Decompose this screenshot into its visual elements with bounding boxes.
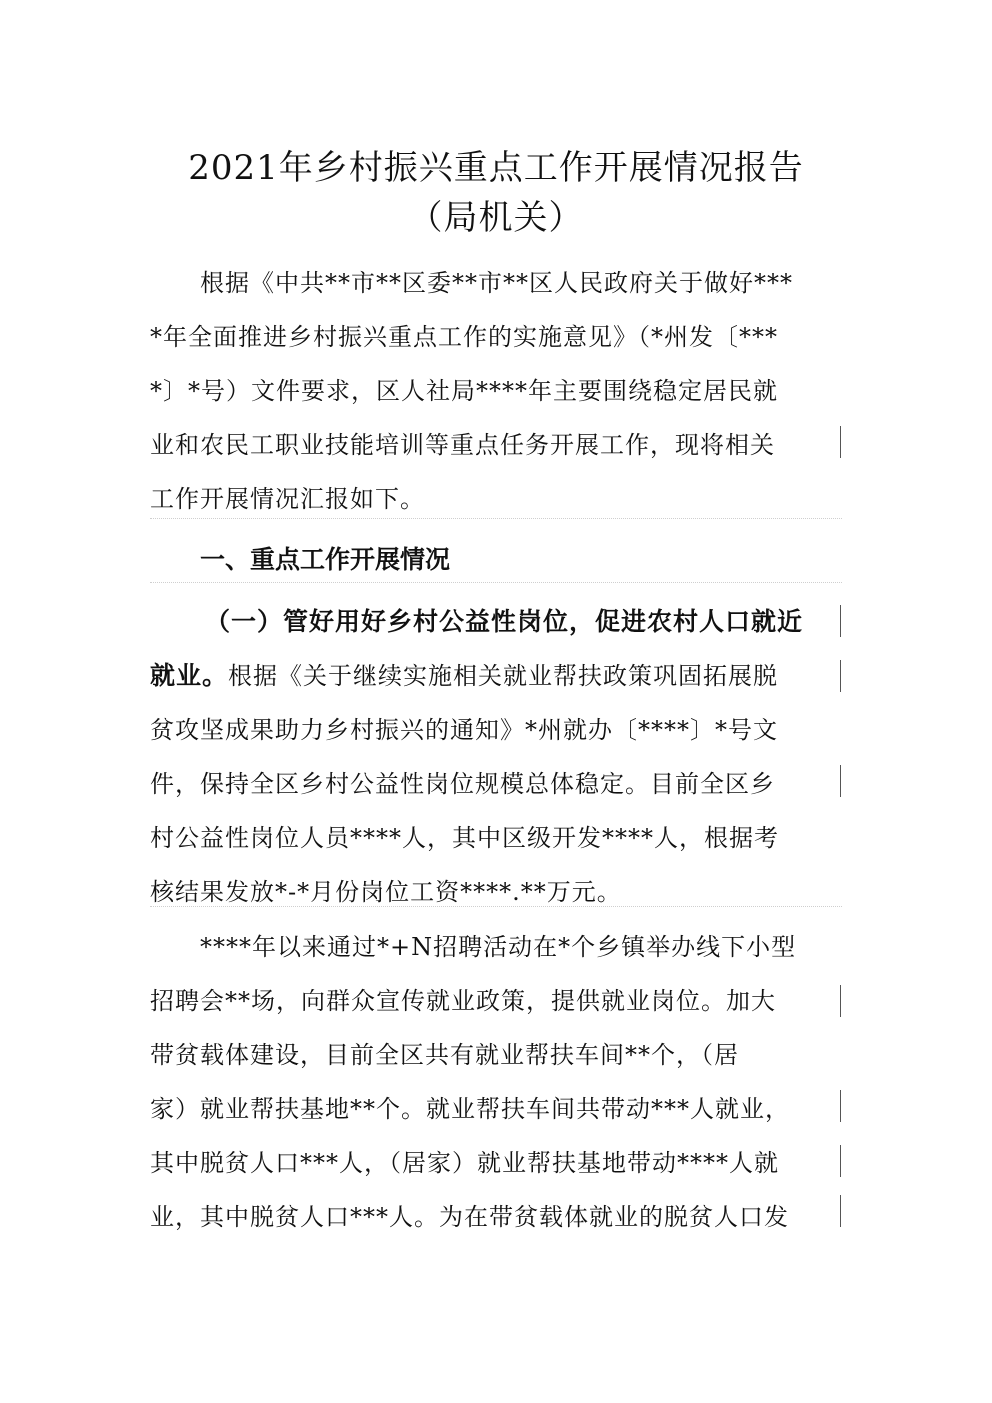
intro-paragraph [150, 256, 842, 526]
intro-line: 工作开展情况汇报如下。 [150, 485, 425, 513]
intro-line: *年全面推进乡村振兴重点工作的实施意见》（*州发〔*** [150, 323, 778, 351]
body-line: 家）就业帮扶基地**个。就业帮扶车间共带动***人就业， [150, 1095, 790, 1123]
subsection-heading-tail: 就业。 [150, 661, 229, 690]
margin-marker [840, 660, 841, 692]
subsection-line [150, 649, 842, 703]
document-subtitle: （局机关） [408, 198, 584, 238]
section-divider [150, 518, 842, 519]
subsection-heading: （一）管好用好乡村公益性岗位，促进农村人口就近 [205, 607, 804, 636]
body-paragraph [150, 920, 842, 1244]
body-line: ****年以来通过*+N招聘活动在*个乡镇举办线下小型 [200, 933, 797, 961]
subsection-line: 贫攻坚成果助力乡村振兴的通知》*州就办〔****〕*号文 [150, 716, 778, 744]
margin-marker [840, 605, 841, 637]
margin-marker [840, 426, 841, 458]
subsection-paragraph [150, 595, 842, 919]
body-line: 其中脱贫人口***人，（居家）就业帮扶基地带动****人就 [150, 1149, 779, 1177]
body-line: 带贫载体建设，目前全区共有就业帮扶车间**个，（居 [150, 1041, 739, 1069]
intro-line: 业和农民工职业技能培训等重点任务开展工作，现将相关 [150, 431, 775, 459]
subsection-line: 核结果发放*-*月份岗位工资****.**万元。 [150, 878, 622, 906]
document-title: 2021年乡村振兴重点工作开展情况报告 [188, 148, 804, 188]
section-divider [150, 906, 842, 907]
margin-marker [840, 765, 841, 797]
body-line: 业，其中脱贫人口***人。为在带贫载体就业的脱贫人口发 [150, 1203, 789, 1231]
intro-line: *〕*号）文件要求，区人社局****年主要围绕稳定居民就 [150, 377, 778, 405]
margin-marker [840, 1195, 841, 1227]
section-heading: 一、重点工作开展情况 [200, 545, 451, 574]
intro-line: 根据《中共**市**区委**市**区人民政府关于做好*** [200, 269, 793, 297]
section-divider [150, 582, 842, 583]
body-line: 招聘会**场，向群众宣传就业政策，提供就业岗位。加大 [150, 987, 776, 1015]
margin-marker [840, 1090, 841, 1122]
subsection-text: 根据《关于继续实施相关就业帮扶政策巩固拓展脱 [228, 662, 779, 690]
subsection-line: 村公益性岗位人员****人，其中区级开发****人，根据考 [150, 824, 779, 852]
margin-marker [840, 985, 841, 1017]
margin-marker [840, 1145, 841, 1177]
subsection-line: 件，保持全区乡村公益性岗位规模总体稳定。目前全区乡 [150, 770, 775, 798]
